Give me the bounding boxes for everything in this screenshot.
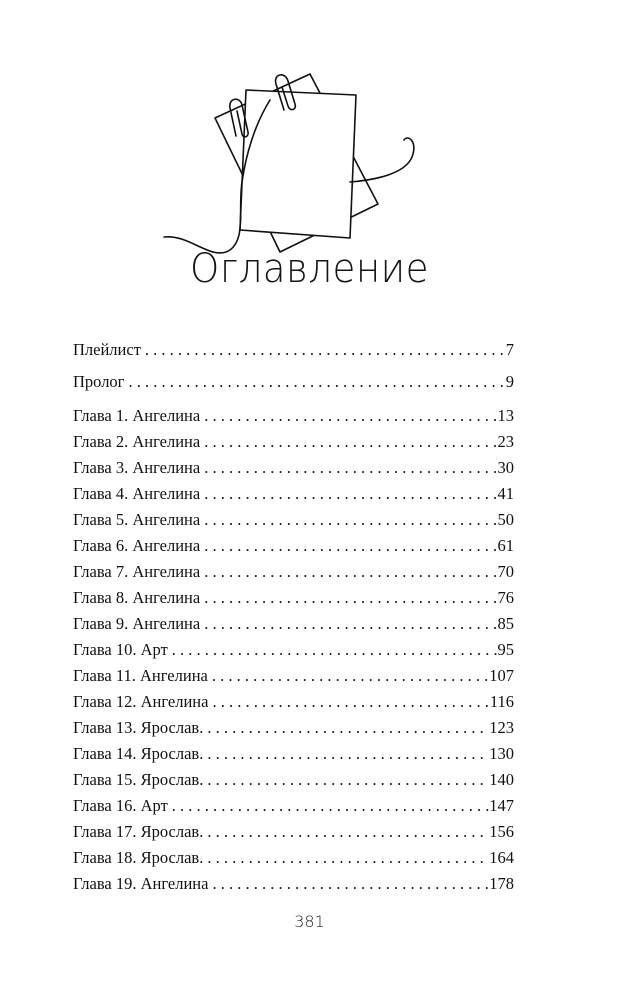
dot-leader xyxy=(204,562,497,582)
toc-entry-label: Глава 13. Ярослав. xyxy=(73,718,204,737)
toc-entry-page: 156 xyxy=(489,822,514,841)
page-number: 381 xyxy=(294,912,325,931)
dot-leader xyxy=(204,432,497,452)
toc-entry-page: 9 xyxy=(505,372,514,391)
toc-entry-label: Плейлист xyxy=(73,340,141,359)
toc-entry-label: Глава 11. Ангелина xyxy=(73,666,208,685)
dot-leader xyxy=(204,484,497,504)
toc-entry-label: Глава 15. Ярослав. xyxy=(73,770,204,789)
toc-entry xyxy=(73,510,514,530)
dot-leader xyxy=(204,536,497,556)
toc-entry-page: 41 xyxy=(497,484,514,503)
toc-entry xyxy=(73,458,514,478)
toc-entry-label: Глава 16. Арт xyxy=(73,796,168,815)
toc-entry-label: Глава 19. Ангелина xyxy=(73,874,209,893)
toc-entry xyxy=(73,614,514,634)
toc-entry-page: 61 xyxy=(497,536,514,555)
dot-leader xyxy=(172,640,498,660)
toc-entry-page: 50 xyxy=(497,510,514,529)
toc-entry xyxy=(73,666,514,686)
dot-leader xyxy=(145,340,506,360)
toc-entry-page: 140 xyxy=(489,770,514,789)
toc-entry-label: Глава 7. Ангелина xyxy=(73,562,201,581)
toc-entry xyxy=(73,744,514,764)
toc-entry xyxy=(73,588,514,608)
toc-entry xyxy=(73,692,514,712)
toc-entry-page: 70 xyxy=(497,562,514,581)
dot-leader xyxy=(204,510,497,530)
toc-entry-page: 116 xyxy=(489,692,514,711)
dot-leader xyxy=(212,874,489,894)
toc-entry-label: Глава 5. Ангелина xyxy=(73,510,201,529)
toc-entry xyxy=(73,718,514,738)
dot-leader xyxy=(204,458,497,478)
toc-entry-page: 7 xyxy=(505,340,514,359)
toc-entry-label: Глава 1. Ангелина xyxy=(73,406,201,425)
toc-entry-label: Глава 2. Ангелина xyxy=(73,432,201,451)
toc-entry-page: 147 xyxy=(489,796,514,815)
toc-entry-label: Глава 8. Ангелина xyxy=(73,588,201,607)
toc-entry xyxy=(73,848,514,868)
dot-leader xyxy=(207,848,489,868)
dot-leader xyxy=(207,770,489,790)
dot-leader xyxy=(207,744,489,764)
toc-entry-label: Глава 6. Ангелина xyxy=(73,536,201,555)
toc-entry-page: 123 xyxy=(489,718,514,737)
toc-entry-label: Глава 3. Ангелина xyxy=(73,458,201,477)
toc-entry xyxy=(73,340,514,360)
toc-entry-page: 13 xyxy=(497,406,514,425)
toc-entry xyxy=(73,796,514,816)
toc-entry-page: 107 xyxy=(489,666,514,685)
toc-entry xyxy=(73,432,514,452)
dot-leader xyxy=(212,666,489,686)
dot-leader xyxy=(204,406,497,426)
dot-leader xyxy=(172,796,489,816)
papers-with-paperclips-icon xyxy=(160,62,430,262)
page-title: Оглавление xyxy=(190,246,429,292)
toc-entry-label: Пролог xyxy=(73,372,125,391)
dot-leader xyxy=(204,614,497,634)
toc-entry-label: Глава 12. Ангелина xyxy=(73,692,209,711)
toc-entry-label: Глава 10. Арт xyxy=(73,640,168,659)
toc-entry-label: Глава 4. Ангелина xyxy=(73,484,201,503)
dot-leader xyxy=(212,692,489,712)
dot-leader xyxy=(207,822,489,842)
toc-entry-page: 130 xyxy=(489,744,514,763)
toc-entry-page: 23 xyxy=(497,432,514,451)
toc-entry xyxy=(73,372,514,392)
toc-entry-page: 76 xyxy=(497,588,514,607)
toc-entry-page: 95 xyxy=(497,640,514,659)
toc-entry-label: Глава 17. Ярослав. xyxy=(73,822,204,841)
toc-entry-label: Глава 18. Ярослав. xyxy=(73,848,204,867)
toc-entry-label: Глава 9. Ангелина xyxy=(73,614,201,633)
toc-entry-label: Глава 14. Ярослав. xyxy=(73,744,204,763)
toc-entry xyxy=(73,770,514,790)
toc-entry xyxy=(73,640,514,660)
toc-entry xyxy=(73,822,514,842)
toc-entry xyxy=(73,406,514,426)
toc-entry xyxy=(73,562,514,582)
toc-entry xyxy=(73,536,514,556)
toc-entry-page: 85 xyxy=(497,614,514,633)
toc-entry-page: 164 xyxy=(489,848,514,867)
dot-leader xyxy=(204,588,497,608)
toc-entry xyxy=(73,484,514,504)
toc-entry-page: 178 xyxy=(489,874,514,893)
toc-entry-page: 30 xyxy=(497,458,514,477)
dot-leader xyxy=(128,372,505,392)
toc-entry xyxy=(73,874,514,894)
dot-leader xyxy=(207,718,489,738)
